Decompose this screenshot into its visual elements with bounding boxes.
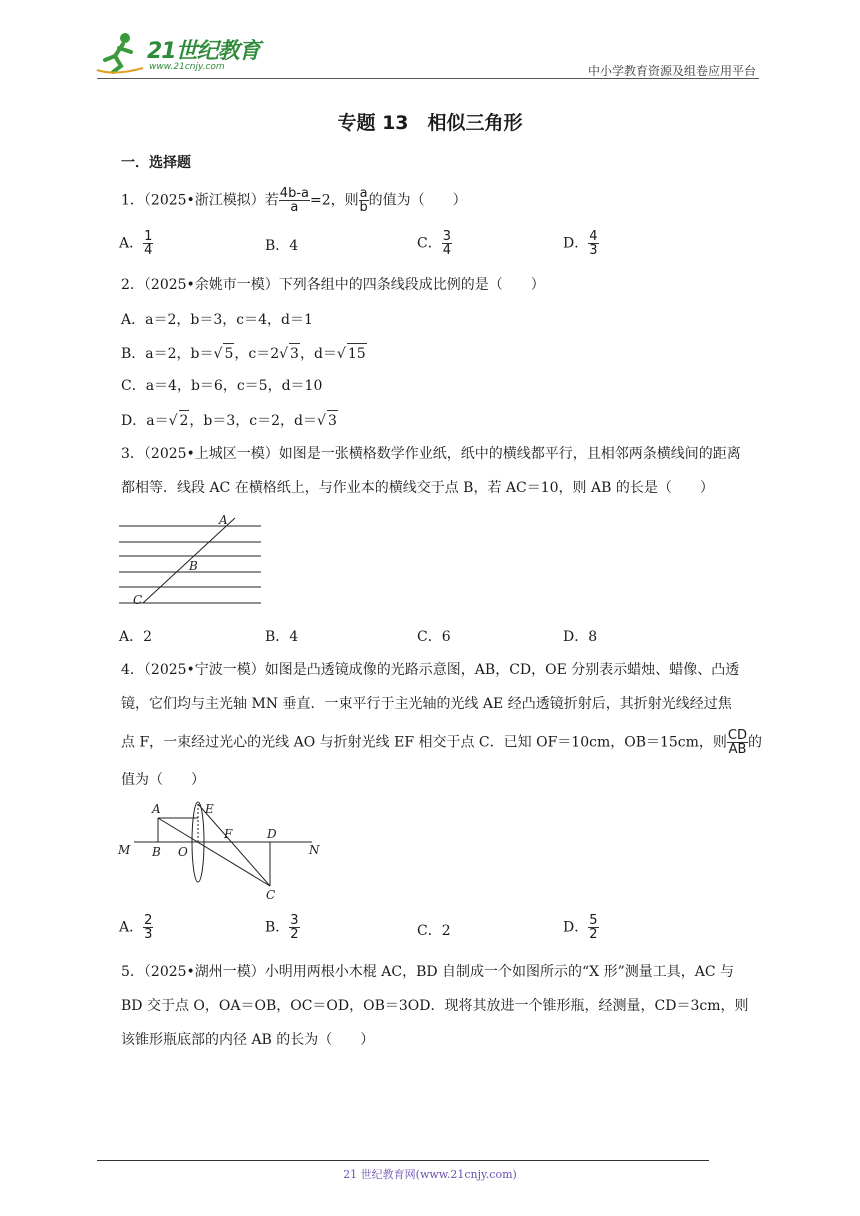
svg-text:C: C: [266, 888, 276, 902]
section-heading: 一．选择题: [121, 155, 191, 171]
footer-text: 21 世纪教育网(www.21cnjy.com): [343, 1168, 517, 1181]
q3-option-a[interactable]: A．2: [119, 629, 153, 645]
runner-logo-icon: [95, 30, 145, 74]
page-title: 专题 13 相似三角形: [337, 112, 523, 134]
question-4-line4: 值为（ ）: [121, 772, 205, 788]
question-5-line3: 该锥形瓶底部的内径 AB 的长为（ ）: [121, 1032, 375, 1048]
q2-option-d[interactable]: D．a＝√ 2，b＝3，c＝2，d＝√ 3: [121, 410, 338, 431]
question-4-line2: 镜，它们均与主光轴 MN 垂直．一束平行于主光轴的光线 AE 经凸透镜折射后，其折射光线经过焦: [121, 696, 732, 712]
fraction: $\frac{4b-a}{a}$: [279, 186, 309, 215]
question-3-line1: 3．（2025•上城区一模）如图是一张横格数学作业纸，纸中的横线都平行，且相邻两条横线间的距离: [121, 446, 741, 462]
svg-text:A: A: [152, 802, 161, 816]
logo: [95, 30, 265, 78]
q2-option-b[interactable]: B．a＝2，b＝√ 5，c＝2√ 3，d＝√ 15: [121, 343, 367, 364]
svg-text:E: E: [205, 802, 214, 816]
svg-text:O: O: [178, 845, 188, 859]
q1-option-b[interactable]: B．4: [265, 238, 299, 254]
header-divider: [97, 78, 759, 79]
q4-option-c[interactable]: C．2: [417, 923, 451, 939]
question-4-line1: 4．（2025•宁波一模）如图是凸透镜成像的光路示意图，AB，CD，OE 分别表示蜡烛、蜡像、凸透: [121, 662, 740, 678]
q4-option-a[interactable]: A． $\frac{2}{3}$: [119, 913, 153, 942]
svg-text:B: B: [152, 845, 161, 859]
question-4-line3: 点 F，一束经过光心的光线 AO 与折射光线 EF 相交于点 C．已知 OF＝10cm，OB＝15cm，则 $\frac{CD}{AB}$ 的: [121, 728, 763, 757]
svg-text:F: F: [224, 827, 233, 841]
point-c-label: C: [133, 593, 143, 607]
q1-option-c[interactable]: C． $\frac{3}{4}$: [417, 229, 451, 258]
question-3-line2: 都相等．线段 AC 在横格纸上，与作业本的横线交于点 B，若 AC＝10，则 AB 的长是（ ）: [121, 480, 714, 496]
fraction: $\frac{CD}{AB}$: [727, 728, 748, 757]
footer-divider: [97, 1160, 709, 1161]
svg-text:D: D: [267, 827, 277, 841]
q2-option-c[interactable]: C．a＝4，b＝6，c＝5，d＝10: [121, 378, 323, 394]
platform-name: 中小学教育资源及组卷应用平台: [587, 64, 756, 78]
q1-option-a[interactable]: A． $\frac{1}{4}$: [119, 229, 153, 258]
point-b-label: B: [189, 559, 198, 573]
question-5-line2: BD 交于点 O，OA＝OB，OC＝OD，OB＝3OD．现将其放进一个锥形瓶，经测量，CD＝3cm，则: [121, 998, 749, 1014]
q2-option-a[interactable]: A．a＝2，b＝3，c＝4，d＝1: [121, 312, 313, 328]
q4-option-d[interactable]: D． $\frac{5}{2}$: [563, 913, 598, 942]
svg-text:N: N: [309, 843, 320, 857]
logo-url: www.21cnjy.com: [149, 62, 225, 72]
q3-option-d[interactable]: D．8: [563, 629, 598, 645]
question-2-stem: 2．（2025•余姚市一模）下列各组中的四条线段成比例的是（ ）: [121, 277, 545, 293]
fraction: $\frac{a}{b}$: [359, 186, 368, 215]
q3-option-b[interactable]: B．4: [265, 629, 299, 645]
question-5-line1: 5．（2025•湖州一模）小明用两根小木棍 AC，BD 自制成一个如图所示的“X 形”测量工具，AC 与: [121, 964, 735, 980]
q3-option-c[interactable]: C．6: [417, 629, 451, 645]
logo-brand: 21世纪教育: [147, 39, 260, 64]
svg-text:M: M: [118, 843, 131, 857]
q4-figure: [112, 798, 327, 902]
q3-figure: [115, 512, 265, 608]
point-a-label: A: [219, 513, 228, 527]
question-1-stem: 1．（2025•浙江模拟）若 $\frac{4b-a}{a}$ =2，则 $\frac{a}{b}$ 的值为（ ）: [121, 186, 467, 215]
q4-option-b[interactable]: B． $\frac{3}{2}$: [265, 913, 299, 942]
q1-option-d[interactable]: D． $\frac{4}{3}$: [563, 229, 598, 258]
